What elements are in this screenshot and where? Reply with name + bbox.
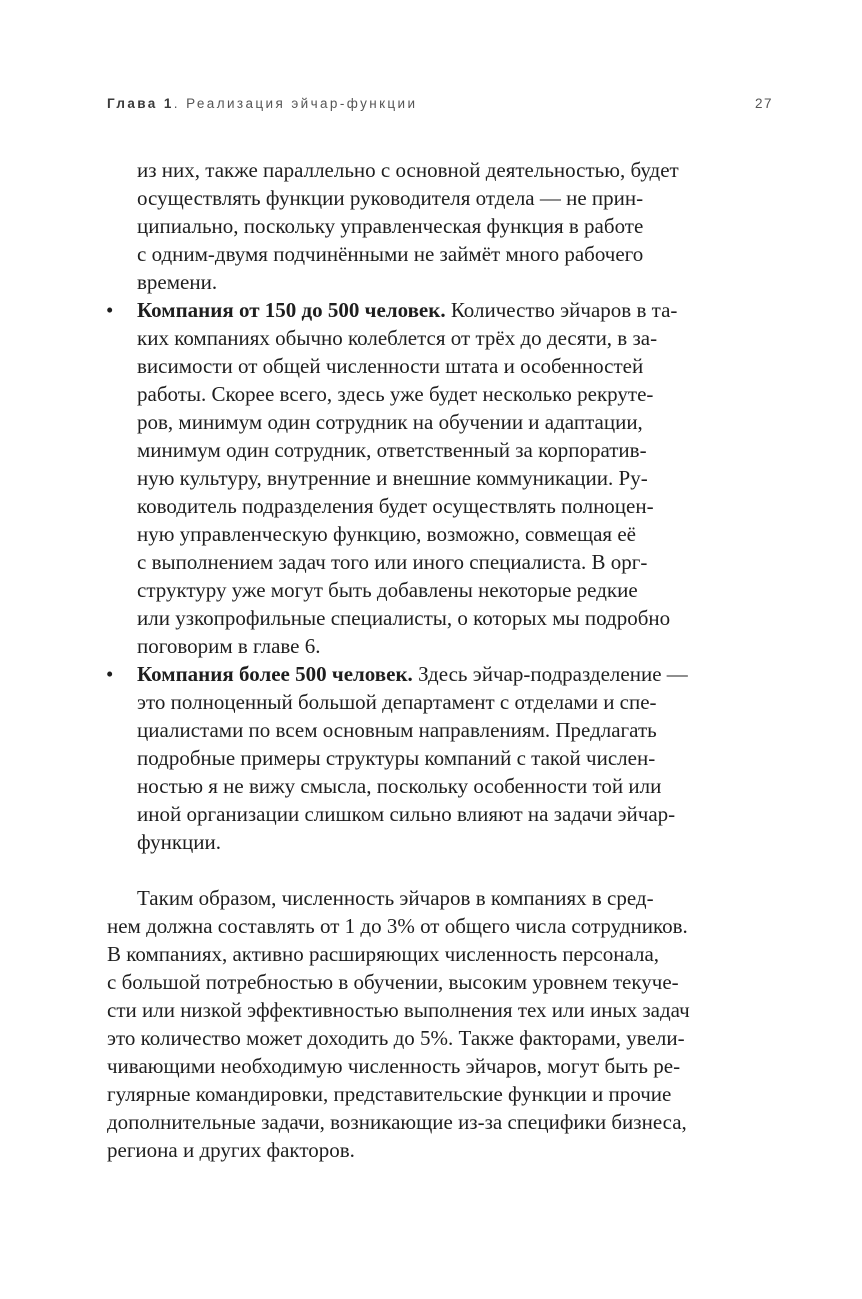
text-line: висимости от общей численности штата и особенностей bbox=[137, 354, 644, 378]
paragraph-line: нем должна составлять от 1 до 3% от общего числа сотрудников. bbox=[107, 914, 688, 938]
text-line: циалистами по всем основным направлениям. Предлагать bbox=[137, 718, 657, 742]
bullet-marker: • bbox=[106, 662, 114, 686]
text-line: это полноценный большой департамент с отделами и спе- bbox=[137, 690, 657, 714]
bullet-first-line bbox=[137, 296, 677, 324]
text-line: ров, минимум один сотрудник на обучении и адаптации, bbox=[137, 410, 643, 434]
paragraph-line: региона и других факторов. bbox=[107, 1138, 355, 1162]
text-line: функции. bbox=[137, 830, 221, 854]
bullet-lead: Компания от 150 до 500 человек. bbox=[137, 298, 446, 322]
paragraph-line: В компаниях, активно расширяющих численность персонала, bbox=[107, 942, 660, 966]
paragraph-line: Таким образом, численность эйчаров в компаниях в сред- bbox=[137, 886, 654, 910]
bullet-first-rest: Здесь эйчар-подразделение — bbox=[412, 662, 688, 686]
text-line: работы. Скорее всего, здесь уже будет несколько рекруте- bbox=[137, 382, 654, 406]
paragraph-line: гулярные командировки, представительские функции и прочие bbox=[107, 1082, 672, 1106]
text-line: поговорим в главе 6. bbox=[137, 634, 321, 658]
text-line: времени. bbox=[137, 270, 218, 294]
running-head bbox=[107, 96, 417, 111]
text-line: ководитель подразделения будет осуществлять полноцен- bbox=[137, 494, 654, 518]
text-line: ную управленческую функцию, возможно, совмещая её bbox=[137, 522, 636, 546]
text-line: из них, также параллельно с основной деятельностью, будет bbox=[137, 158, 679, 182]
paragraph-line: сти или низкой эффективностью выполнения тех или иных задач bbox=[107, 998, 690, 1022]
chapter-title: Реализация эйчар-функции bbox=[186, 96, 418, 111]
paragraph-line: с большой потребностью в обучении, высоким уровнем текуче- bbox=[107, 970, 679, 994]
text-line: ную культуру, внутренние и внешние коммуникации. Ру- bbox=[137, 466, 648, 490]
text-line: иной организации слишком сильно влияют на задачи эйчар- bbox=[137, 802, 676, 826]
bullet-first-line bbox=[137, 660, 688, 688]
text-line: осуществлять функции руководителя отдела — не прин- bbox=[137, 186, 644, 210]
text-line: с одним-двумя подчинёнными не займёт много рабочего bbox=[137, 242, 644, 266]
text-line: ких компаниях обычно колеблется от трёх до десяти, в за- bbox=[137, 326, 658, 350]
text-line: ципиально, поскольку управленческая функция в работе bbox=[137, 214, 644, 238]
text-line: ностью я не вижу смысла, поскольку особенности той или bbox=[137, 774, 662, 798]
chapter-label: Глава 1 bbox=[107, 96, 174, 111]
bullet-marker: • bbox=[106, 298, 114, 322]
paragraph-line: чивающими необходимую численность эйчаров, могут быть ре- bbox=[107, 1054, 681, 1078]
text-line: с выполнением задач того или иного специалиста. В орг- bbox=[137, 550, 648, 574]
bullet-lead: Компания более 500 человек. bbox=[137, 662, 413, 686]
paragraph-line: дополнительные задачи, возникающие из-за специфики бизнеса, bbox=[107, 1110, 687, 1134]
paragraph-line: это количество может доходить до 5%. Также факторами, увели- bbox=[107, 1026, 685, 1050]
text-line: или узкопрофильные специалисты, о которых мы подробно bbox=[137, 606, 671, 630]
chapter-separator: . bbox=[173, 96, 180, 111]
bullet-first-rest: Количество эйчаров в та- bbox=[445, 298, 678, 322]
text-line: структуру уже могут быть добавлены некоторые редкие bbox=[137, 578, 638, 602]
text-line: минимум один сотрудник, ответственный за корпоратив- bbox=[137, 438, 647, 462]
text-line: подробные примеры структуры компаний с такой числен- bbox=[137, 746, 656, 770]
page-number: 27 bbox=[754, 96, 773, 111]
